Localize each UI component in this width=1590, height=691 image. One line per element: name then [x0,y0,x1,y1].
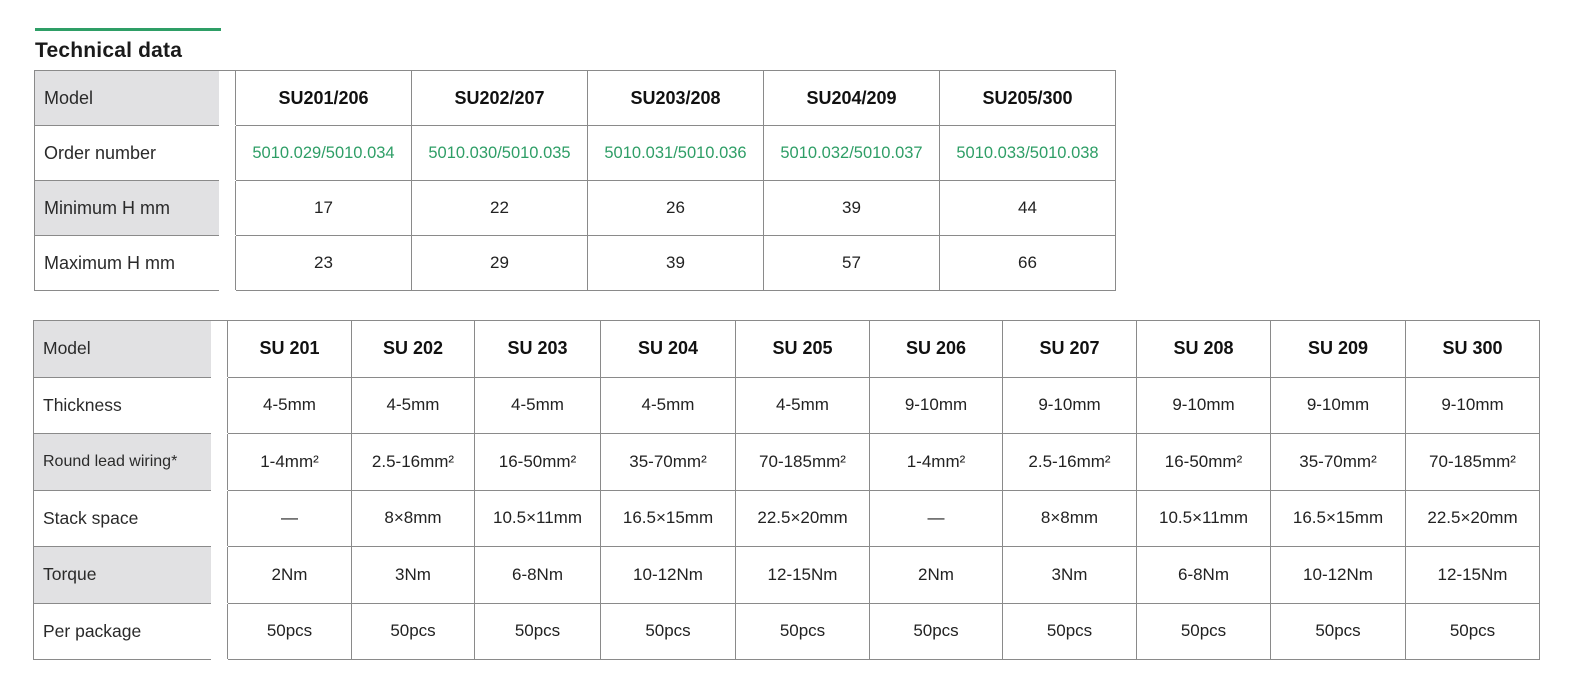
table-cell: 50pcs [736,603,870,660]
table-cell: 22.5×20mm [1406,490,1540,547]
table-cell: 29 [412,236,588,291]
table-cell: 9-10mm [870,377,1003,434]
table-cell: SU 202 [352,321,475,378]
order-number-cell: 5010.032/5010.037 [764,126,940,181]
row-label-stack-space: Stack space [34,490,211,547]
table-cell: 2.5-16mm² [352,434,475,491]
table-row-maximum-h [35,236,1116,291]
table-cell: 12-15Nm [736,547,870,604]
row-label-minimum-h: Minimum H mm [35,181,219,236]
table-cell: 50pcs [870,603,1003,660]
table-cell: 16-50mm² [1137,434,1271,491]
section-title-block [35,28,221,63]
table-cell: 10.5×11mm [475,490,601,547]
table-cell: 50pcs [1271,603,1406,660]
technical-data-table [34,70,1116,291]
table-cell: 23 [236,236,412,291]
label-gap [211,377,228,434]
table-cell: 1-4mm² [870,434,1003,491]
table-cell: 39 [588,236,764,291]
table-cell: 2Nm [870,547,1003,604]
order-number-cell: 5010.031/5010.036 [588,126,764,181]
row-label-model: Model [35,71,219,126]
table-cell: SU 204 [601,321,736,378]
table-cell: 16-50mm² [475,434,601,491]
table-cell: 4-5mm [228,377,352,434]
table-cell: 16.5×15mm [1271,490,1406,547]
table-cell: 50pcs [1406,603,1540,660]
table-cell: 50pcs [601,603,736,660]
table-row-torque [34,547,1540,604]
order-number-cell: 5010.030/5010.035 [412,126,588,181]
label-gap [219,181,236,236]
table-cell: SU203/208 [588,71,764,126]
row-label-round-lead-wiring: Round lead wiring* [34,434,211,491]
table-cell: 16.5×15mm [601,490,736,547]
table-cell: 10-12Nm [1271,547,1406,604]
table-cell: SU 206 [870,321,1003,378]
table-cell: 50pcs [1137,603,1271,660]
table-row-stack-space [34,490,1540,547]
table-cell: 50pcs [228,603,352,660]
table-cell: 12-15Nm [1406,547,1540,604]
table-cell: 9-10mm [1406,377,1540,434]
table-cell: — [870,490,1003,547]
table-cell: 9-10mm [1271,377,1406,434]
table-cell: 3Nm [352,547,475,604]
table-cell: SU 207 [1003,321,1137,378]
table-cell: SU 209 [1271,321,1406,378]
table-cell: 17 [236,181,412,236]
table-row-round-lead-wiring [34,434,1540,491]
table-cell: 2Nm [228,547,352,604]
table-cell: 35-70mm² [601,434,736,491]
table-cell: 8×8mm [1003,490,1137,547]
model-specs-table [33,320,1540,660]
label-gap [211,490,228,547]
table-cell: 6-8Nm [1137,547,1271,604]
label-gap [211,321,228,378]
table-cell: 39 [764,181,940,236]
table-cell: 22 [412,181,588,236]
table-cell: 50pcs [352,603,475,660]
table-row-model [34,321,1540,378]
table-cell: 4-5mm [352,377,475,434]
table-cell: 70-185mm² [1406,434,1540,491]
order-number-cell: 5010.033/5010.038 [940,126,1116,181]
table-row-order-number [35,126,1116,181]
table-cell: 50pcs [475,603,601,660]
table-cell: 66 [940,236,1116,291]
table-cell: 4-5mm [601,377,736,434]
order-number-cell: 5010.029/5010.034 [236,126,412,181]
table-cell: 3Nm [1003,547,1137,604]
table-cell: SU 201 [228,321,352,378]
label-gap [219,236,236,291]
table-row-thickness [34,377,1540,434]
table-cell: 4-5mm [475,377,601,434]
table-cell: 8×8mm [352,490,475,547]
table-cell: 22.5×20mm [736,490,870,547]
table-row-per-package [34,603,1540,660]
row-label-thickness: Thickness [34,377,211,434]
table-cell: SU 203 [475,321,601,378]
table-cell: 6-8Nm [475,547,601,604]
table-cell: SU202/207 [412,71,588,126]
table-row-model [35,71,1116,126]
table-cell: SU205/300 [940,71,1116,126]
table-cell: 26 [588,181,764,236]
row-label-per-package: Per package [34,603,211,660]
table-cell: 70-185mm² [736,434,870,491]
table-cell: 1-4mm² [228,434,352,491]
label-gap [211,547,228,604]
table-cell: 2.5-16mm² [1003,434,1137,491]
table-cell: 10-12Nm [601,547,736,604]
table-cell: 50pcs [1003,603,1137,660]
table-cell: SU 205 [736,321,870,378]
label-gap [211,434,228,491]
table-cell: SU 300 [1406,321,1540,378]
table-cell: 4-5mm [736,377,870,434]
table-cell: 9-10mm [1003,377,1137,434]
label-gap [219,126,236,181]
table-row-minimum-h [35,181,1116,236]
label-gap [219,71,236,126]
table-cell: SU 208 [1137,321,1271,378]
row-label-model: Model [34,321,211,378]
table-cell: 10.5×11mm [1137,490,1271,547]
label-gap [211,603,228,660]
row-label-maximum-h: Maximum H mm [35,236,219,291]
row-label-torque: Torque [34,547,211,604]
section-title: Technical data [35,39,183,62]
table-cell: — [228,490,352,547]
row-label-order-number: Order number [35,126,219,181]
table-cell: SU201/206 [236,71,412,126]
table-cell: SU204/209 [764,71,940,126]
table-cell: 44 [940,181,1116,236]
table-cell: 9-10mm [1137,377,1271,434]
table-cell: 57 [764,236,940,291]
table-cell: 35-70mm² [1271,434,1406,491]
